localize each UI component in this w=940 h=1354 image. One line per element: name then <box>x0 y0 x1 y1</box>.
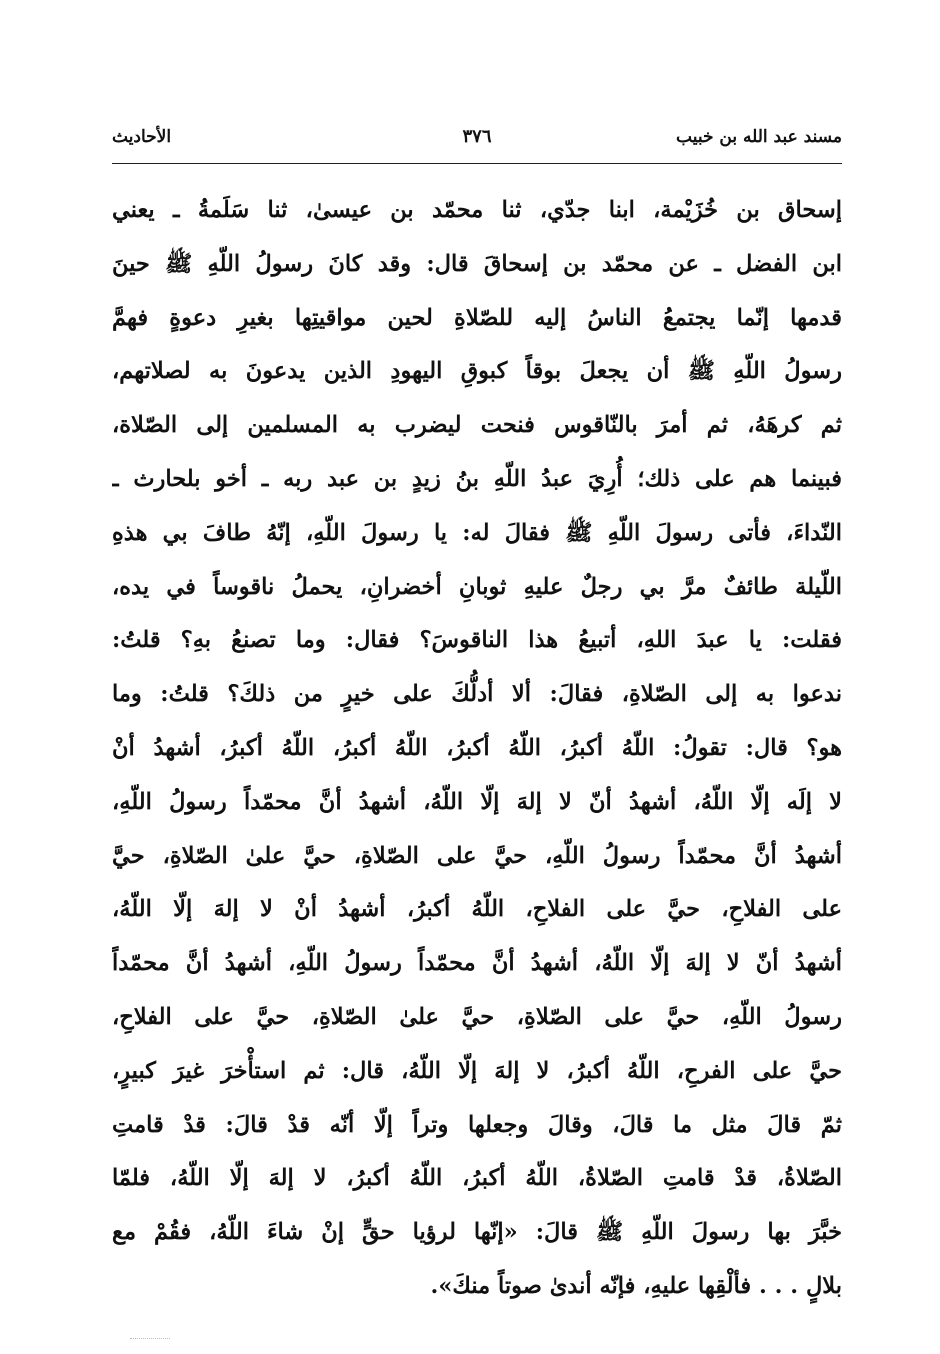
text-line: هو؟ قال: تقولُ: اللّهُ أكبرُ، اللّهُ أكبرُ، اللّهُ أكبرُ، اللّهُ أكبرُ، أشهدُ أنْ <box>112 734 842 761</box>
text-line: النّداءَ، فأتى رسولَ اللّهِ ﷺ فقالَ له: يا رسولَ اللّهِ، إنّهُ طافَ بي هذهِ <box>112 519 842 546</box>
text-line: ثمّ قالَ مثل ما قالَ، وقالَ وجعلها وتراً إلّا أنّه قدْ قالَ: قدْ قامتِ <box>112 1111 842 1138</box>
text-line: قدمها إنّما يجتمعُ الناسُ إليه للصّلاةِ لحين مواقيتِها بغيرِ دعوةٍ فهمَّ <box>112 304 842 331</box>
text-line: ثم كرهَهُ، ثم أمرَ بالنّاقوس فنحت ليضرب به المسلمين إلى الصّلاة، <box>112 412 842 439</box>
text-line: فبينما هم على ذلك؛ أُرِيَ عبدُ اللّهِ بنُ زيدٍ بن عبد ربه ـ أخو بلحارث ـ <box>112 465 842 492</box>
text-line: ابن الفضل ـ عن محمّد بن إسحاقَ قال: وقد كانَ رسولُ اللّهِ ﷺ حينَ <box>112 250 842 277</box>
text-line: بلالٍ . . . فألْقِها عليهِ، فإنّه أندىٰ صوتاً منكَ». <box>430 1272 842 1299</box>
page-number: ٣٧٦ <box>462 126 492 147</box>
hadith-text <box>112 184 842 1314</box>
text-line: أشهدُ أنّ لا إلهَ إلّا اللّهُ، أشهدُ أنَّ محمّداً رسولُ اللّهِ، أشهدُ أنَّ محمّداً <box>112 950 842 977</box>
text-line: خبَّرَ بها رسولَ اللّهِ ﷺ قالَ: «إنّها لرؤيا حقٍّ إنْ شاءَ اللّهُ، فقُمْ مع <box>112 1219 842 1246</box>
text-line: الصّلاةُ، قدْ قامتِ الصّلاةُ، اللّهُ أكبرُ، اللّهُ أكبرُ، لا إلهَ إلّا اللّهُ، فلمّا <box>112 1165 842 1192</box>
book-title: مسند عبد الله بن خبيب <box>676 127 842 147</box>
header-divider <box>112 163 842 164</box>
text-line: اللّيلة طائفٌ مرَّ بي رجلٌ عليهِ ثوبانِ أخضرانِ، يحملُ ناقوساً في يده، <box>112 573 842 600</box>
text-line: لا إلَه إلّا اللّهُ، أشهدُ أنّ لا إلهَ إلّا اللّهُ، أشهدُ أنَّ محمّداً رسولُ اللّهِ، <box>112 788 842 815</box>
text-line: أشهدُ أنَّ محمّداً رسولُ اللّهِ، حيَّ على الصّلاةِ، حيَّ علىٰ الصّلاةِ، حيَّ <box>112 842 842 869</box>
text-line: ندعوا به إلى الصّلاةِ، فقالَ: ألا أدلُّكَ على خيرٍ من ذلكَ؟ قلتُ: وما <box>112 681 842 708</box>
text-line: فقلت: يا عبدَ اللهِ، أتبيعُ هذا الناقوسَ؟ فقال: وما تصنعُ بهِ؟ قلتُ: <box>112 627 842 654</box>
page-header <box>112 120 842 160</box>
text-line: إسحاق بن خُزَيْمة، ابنا جدّي، ثنا محمّد بن عيسىٰ، ثنا سَلَمةُ ـ يعني <box>112 197 842 223</box>
section-title: الأحاديث <box>112 127 172 147</box>
text-line: رسولُ اللّهِ ﷺ أن يجعلَ بوقاً كبوقِ اليهودِ الذين يدعونَ به لصلاتهم، <box>112 358 842 385</box>
text-line: رسولُ اللّهِ، حيَّ على الصّلاةِ، حيَّ علىٰ الصّلاةِ، حيَّ على الفلاحِ، <box>112 1003 842 1030</box>
text-line: حيَّ على الفرحِ، اللّهُ أكبرُ، لا إلهَ إلّا اللّهُ، قال: ثم استأْخرَ غيرَ كبيرٍ، <box>112 1057 842 1084</box>
footer-mark <box>130 1338 170 1339</box>
text-line: على الفلاحِ، حيَّ على الفلاحِ، اللّهُ أكبرُ، أشهدُ أنْ لا إلهَ إلّا اللّهُ، <box>112 896 842 923</box>
